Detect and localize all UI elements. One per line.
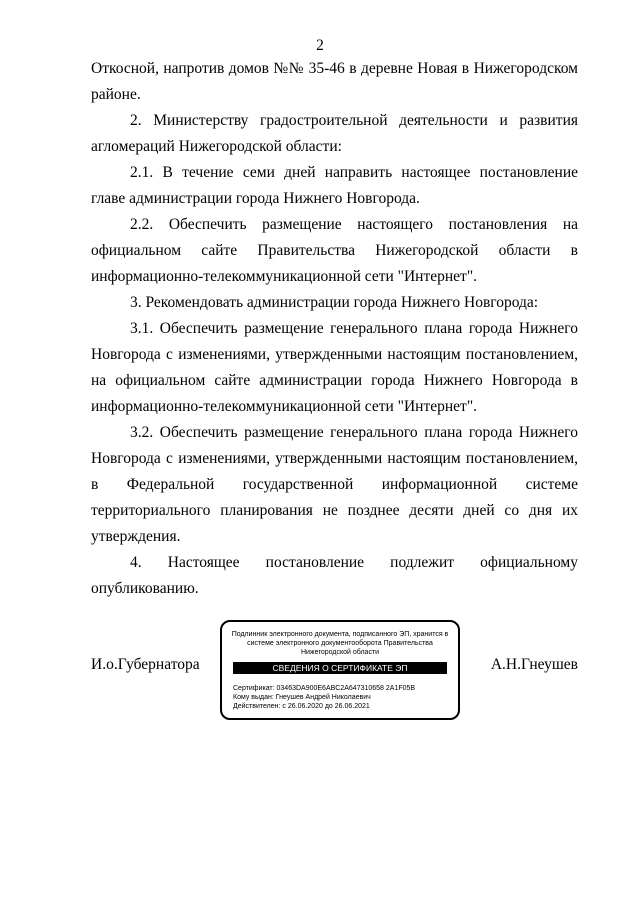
paragraph-item-2-2: 2.2. Обеспечить размещение настоящего постановления на официальном сайте Правительства Нижегородской области в информационно-телекоммуникационной сети "Интернет". (91, 216, 578, 285)
paragraph-item-3-1: 3.1. Обеспечить размещение генерального плана города Нижнего Новгорода с изменениями, утвержденными настоящим постановлением, на официальном сайте администрации города Нижнего Новгорода в информационно-телекоммуникационной сети "Интернет". (91, 320, 578, 415)
paragraph-item-2-1: 2.1. В течение семи дней направить настоящее постановление главе администрации города Нижнего Новгорода. (91, 164, 578, 207)
stamp-validity: Действителен: с 26.06.2020 до 26.06.2021 (233, 703, 370, 710)
document-body (91, 56, 578, 602)
paragraph-item-2: 2. Министерству градостроительной деятельности и развития агломераций Нижегородской области: (91, 112, 578, 155)
stamp-certificate-bar: СВЕДЕНИЯ О СЕРТИФИКАТЕ ЭП (233, 662, 447, 674)
stamp-header: Подлинник электронного документа, подписанного ЭП, хранится в системе электронного документооборота Правительства Нижегородской области (231, 631, 449, 656)
stamp-owner: Кому выдан: Гнеушев Андрей Николаевич (233, 694, 371, 701)
paragraph-item-3-2: 3.2. Обеспечить размещение генерального плана города Нижнего Новгорода с изменениями, утвержденными настоящим постановлением, в Федеральной государственной информационной системе территориального планирования не позднее десяти дней со дня их утверждения. (91, 424, 578, 545)
signatory-name: А.Н.Гнеушев (490, 656, 578, 673)
paragraph-item-3: 3. Рекомендовать администрации города Нижнего Новгорода: (130, 294, 539, 311)
stamp-certificate: Сертификат: 03463DA900E6ABC2A647310658 2A1F05B (233, 685, 416, 692)
page-number: 2 (316, 37, 324, 54)
paragraph-item-4: 4. Настоящее постановление подлежит официальному опубликованию. (91, 554, 578, 597)
electronic-signature-stamp (220, 620, 460, 720)
signatory-title: И.о.Губернатора (91, 656, 200, 673)
stamp-details (233, 684, 452, 711)
paragraph-continuation: Откосной, напротив домов №№ 35-46 в деревне Новая в Нижегородском районе. (91, 60, 578, 103)
